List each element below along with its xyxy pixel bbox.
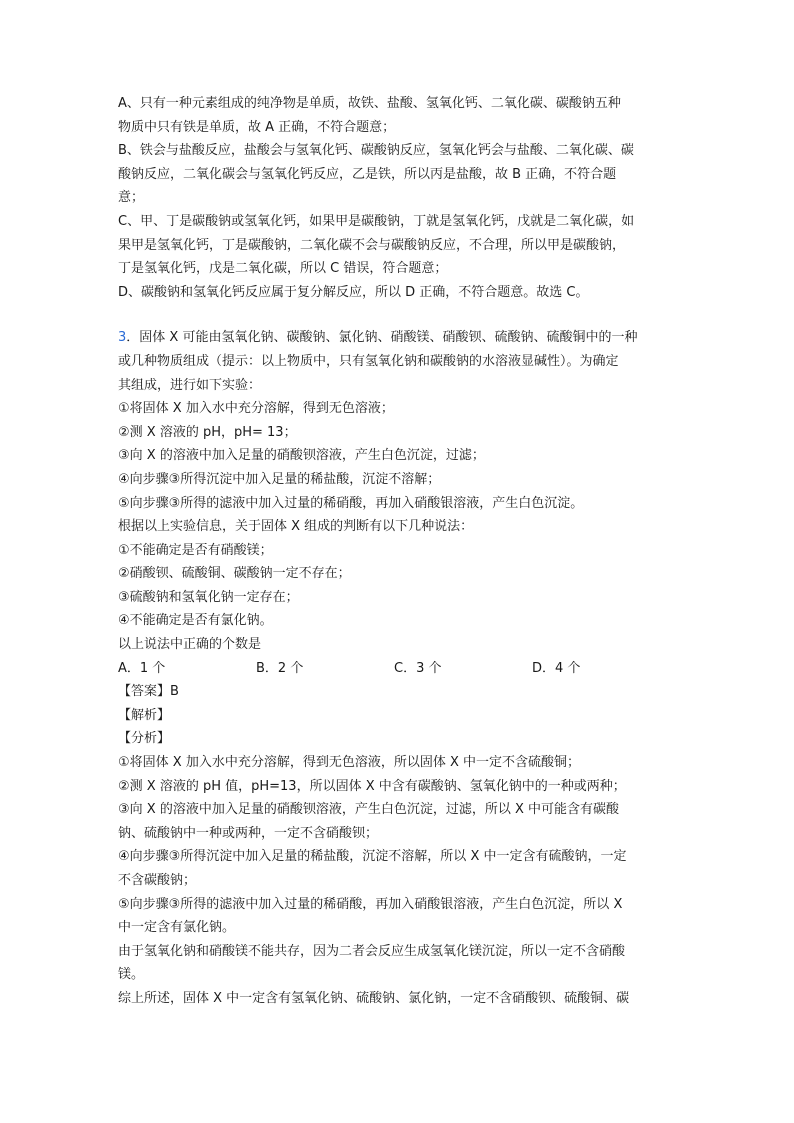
explanation-label: 【解析】	[118, 707, 171, 723]
answer-line: 【答案】B	[118, 684, 179, 700]
question-3	[118, 326, 678, 1010]
analysis-line: ①将固体 X 加入水中充分溶解，得到无色溶液，所以固体 X 中一定不含硫酸铜；	[118, 755, 580, 771]
analysis-line: 不含碳酸钠；	[118, 873, 197, 888]
statement: ③硫酸钠和氢氧化钠一定存在；	[118, 589, 299, 605]
previous-analysis	[118, 92, 678, 304]
statement: ②硝酸钡、硫酸铜、碳酸钠一定不存在；	[118, 566, 351, 582]
statement: ④不能确定是否有氯化钠。	[118, 613, 273, 629]
experiment-step: ②测 X 溶液的 pH，pH= 13；	[118, 424, 297, 440]
text-line: A、只有一种元素组成的纯净物是单质，故铁、盐酸、氢氧化钙、二氧化碳、碳酸钠五种	[118, 96, 621, 111]
option-b: B．2 个	[256, 660, 304, 676]
question-line: 根据以上实验信息，关于固体 X 组成的判断有以下几种说法：	[118, 519, 474, 535]
text-line: 酸钠反应，二氧化碳会与氢氧化钙反应，乙是铁，所以丙是盐酸，故 B 正确，不符合题	[118, 166, 617, 182]
text-line: C、甲、丁是碳酸钠或氢氧化钙，如果甲是碳酸钠，丁就是氢氧化钙，戊就是二氧化碳，如	[118, 213, 635, 229]
analysis-line: 钠、硫酸钠中一种或两种，一定不含硝酸钡；	[118, 825, 379, 841]
analysis-line: ⑤向步骤③所得的滤液中加入过量的稀硝酸，再加入硝酸银溶液，产生白色沉淀，所以 X	[118, 896, 623, 912]
analysis-line: 综上所述，固体 X 中一定含有氢氧化钠、硫酸钠、氯化钠，一定不含硝酸钡、硫酸铜、碳	[118, 990, 630, 1006]
question-prompt: 以上说法中正确的个数是	[118, 637, 262, 653]
analysis-line: 中一定含有氯化钠。	[118, 920, 236, 936]
document-page	[118, 92, 678, 1011]
text-line: B、铁会与盐酸反应，盐酸会与氢氧化钙、碳酸钠反应，氢氧化钙会与盐酸、二氧化碳、碳	[118, 143, 634, 159]
analysis-line: 由于氢氧化钠和硝酸镁不能共存，因为二者会反应生成氢氧化镁沉淀，所以一定不含硝酸	[118, 943, 626, 959]
analysis-line: ②测 X 溶液的 pH 值，pH=13，所以固体 X 中含有碳酸钠、氢氧化钠中的一种或两种；	[118, 778, 626, 794]
experiment-step: ③向 X 的溶液中加入足量的硝酸钡溶液，产生白色沉淀，过滤；	[118, 448, 485, 464]
question-number: 3	[118, 330, 127, 346]
text-line: 物质中只有铁是单质，故 A 正确，不符合题意；	[118, 119, 396, 135]
analysis-line: ④向步骤③所得沉淀中加入足量的稀盐酸，沉淀不溶解，所以 X 中一定含有硫酸钠，一定	[118, 849, 627, 865]
analysis-line: ③向 X 的溶液中加入足量的硝酸钡溶液，产生白色沉淀，过滤，所以 X 中可能含有碳酸	[118, 802, 619, 818]
section-gap	[118, 304, 678, 326]
experiment-step: ①将固体 X 加入水中充分溶解，得到无色溶液；	[118, 401, 394, 417]
analysis-label: 【分析】	[118, 731, 171, 747]
option-a: A．1 个	[118, 660, 166, 676]
question-line: 或几种物质组成（提示：以上物质中，只有氢氧化钠和碳酸钠的水溶液显碱性）。为确定	[118, 353, 619, 369]
option-c: C．3 个	[394, 660, 442, 676]
text-line: 意；	[118, 190, 145, 206]
experiment-step: ④向步骤③所得沉淀中加入足量的稀盐酸，沉淀不溶解；	[118, 471, 441, 487]
experiment-step: ⑤向步骤③所得的滤液中加入过量的稀硝酸，再加入硝酸银溶液，产生白色沉淀。	[118, 495, 584, 511]
statement: ①不能确定是否有硝酸镁；	[118, 542, 273, 558]
analysis-line: 镁。	[118, 967, 145, 983]
answer-options	[118, 657, 678, 681]
question-stem-first-line	[118, 326, 678, 350]
option-d: D．4 个	[532, 660, 581, 676]
text-line: 丁是氢氧化钙，戊是二氧化碳，所以 C 错误，符合题意；	[118, 261, 448, 277]
text-line: D、碳酸钠和氢氧化钙反应属于复分解反应，所以 D 正确，不符合题意。故选 C。	[118, 284, 589, 300]
text-line: 果甲是氢氧化钙，丁是碳酸钠，二氧化碳不会与碳酸钠反应，不合理，所以甲是碳酸钠，	[118, 237, 626, 253]
question-line: 其组成，进行如下实验：	[118, 377, 262, 393]
question-stem-text: ．固体 X 可能由氢氧化钠、碳酸钠、氯化钠、硝酸镁、硝酸钡、硫酸钠、硫酸铜中的一种	[126, 330, 638, 346]
